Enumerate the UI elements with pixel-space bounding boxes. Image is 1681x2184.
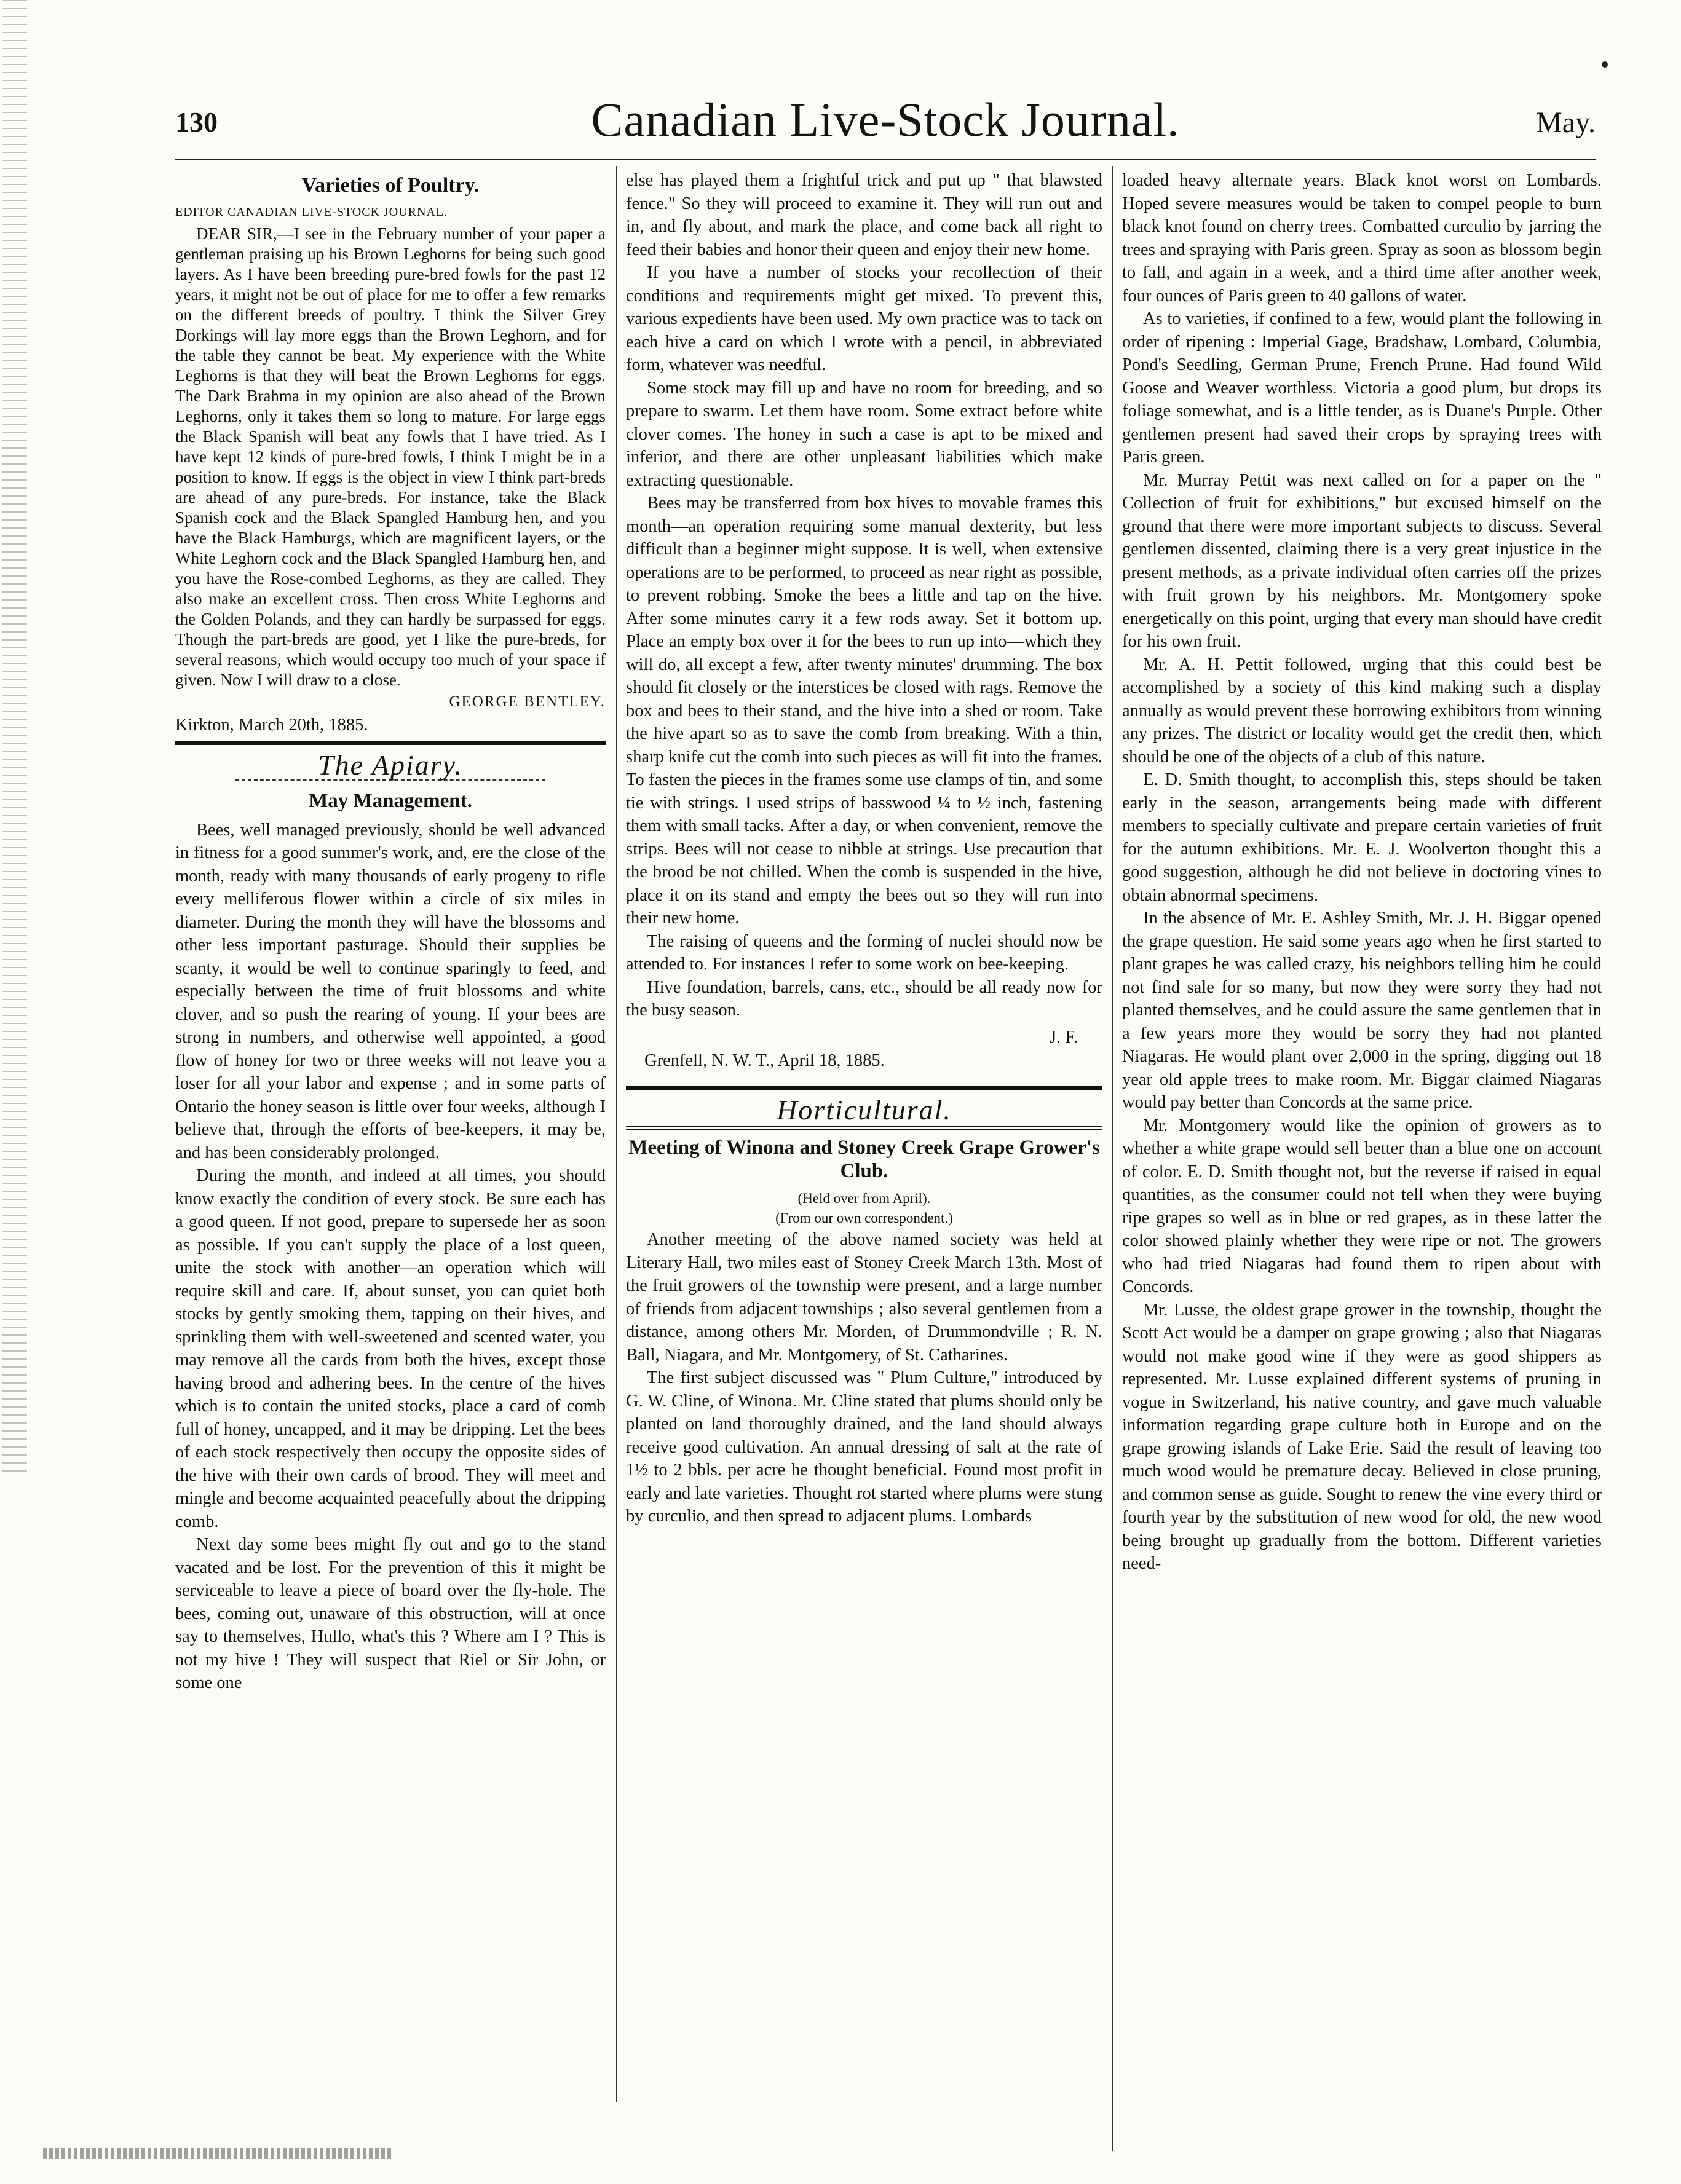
meeting-paragraph: As to varieties, if confined to a few, would plant the following in order of ripening : Imperial Gage, Bradshaw, Lombard, Columbia, Pond's Seedling, German Prune, French Prune. Had found Wild Goose and Weaver worthless. Victoria a good plum, but drops its foliage somewhat, and is a little tender, as is Duane's Purple. Other gentlemen present had saved their crops by spraying trees with Paris green. [1122, 309, 1602, 467]
scan-bottom-artifact [43, 2148, 394, 2159]
meeting-paragraph: Mr. Montgomery would like the opinion of growers as to whether a white grape would sell better than a blue one on account of color. E. D. Smith thought not, but the reverse if raised in equal quantities, as the consumer could not tell when they were buying ripe grapes so well as in blue or red grapes, as in these latter the color showed plainly whether they were ripe or not. The growers who had tried Niagaras had found them to ripen about with Concords. [1122, 1116, 1602, 1296]
poultry-letter-body: DEAR SIR,—I see in the February number of your paper a gentleman praising up his Brown Leghorns for being such good layers. As I have been breeding pure-bred fowls for the past 12 years, it might not be out of place for me to offer a few remarks on the different breeds of poultry. I think the Silver Grey Dorkings will lay more eggs than the Brown Leghorn, and for the table they cannot be beat. My experience with the White Leghorns is that they will beat the Brown Leghorns for eggs. The Dark Brahma in my opinion are also ahead of the Brown Leghorns, only it takes them so long to mature. For large eggs the Black Spanish will beat any fowls that I have tried. As I have kept 12 kinds of pure-bred fowls, I think I might be in a position to know. If eggs is the object in view I think part-breds are ahead of any pure-breds. For instance, take the Black Spanish cock and the Black Spangled Hamburg hen, and you have the Black Hamburgs, which are magnificent layers, or the White Leghorn cock and the Black Spangled Hamburg hen, and you have the Rose-combed Leghorns, as they are called. They also make an excellent cross. Then cross White Leghorns and the Golden Polands, and they can hardly be surpassed for eggs. Though the part-breds are good, yet I like the pure-breds, for several reasons, which would occupy too much of your space if given. Now I will draw to a close. [175, 224, 606, 689]
meeting-paragraph: Mr. Murray Pettit was next called on for a paper on the " Collection of fruit for exhibitions," but excused himself on the ground that there were more important subjects to discuss. Several gentlemen dissented, claiming there is a very great injustice in the present methods, as a private individual often carries off the prizes with fruit grown by his neighbors. Mr. Montgomery spoke energetically on this point, urging that every man should have credit for his own fruit. [1122, 470, 1602, 651]
article-note: (Held over from April). [797, 1191, 931, 1206]
apiary-dateline: Grenfell, N. W. T., April 18, 1885. [644, 1051, 885, 1070]
header-rule [175, 159, 1596, 160]
issue-month: May. [1536, 106, 1596, 139]
meeting-article-title: Meeting of Winona and Stoney Creek Grape Grower's Club. [628, 1137, 1100, 1182]
author-initials: J. F. [1049, 1027, 1078, 1047]
letter-place-date: Kirkton, March 20th, 1885. [175, 715, 368, 735]
scan-margin-artifact [2, 0, 27, 1475]
column-1 [175, 169, 606, 1695]
apiary-paragraph: Next day some bees might fly out and go to the stand vacated and be lost. For the prevention of this it might be serviceable to leave a piece of board over the fly-hole. The bees, coming out, unaware of this obstruction, will at once say to themselves, Hullo, what's this ? Where am I ? This is not my hive ! They will suspect that Riel or Sir John, or some one [175, 1535, 606, 1692]
meeting-paragraph: Mr. Lusse, the oldest grape grower in the township, thought the Scott Act would be a damper on grape growing ; also that Niagaras would not make good wine if they were as good shippers as represented. Mr. Lusse explained different systems of pruning in vogue in Switzerland, his native country, and gave much valuable information regarding grape culture both in Europe and on the grape growing islands of Lake Erie. Said the result of leaving too much wood would be premature decay. Believed in close pruning, and common sense as guide. Sought to renew the vine every third or fourth year by the substitution of new wood for old, the new wood being brought up gradually from the bottom. Different varieties need- [1122, 1300, 1602, 1573]
meeting-paragraph: loaded heavy alternate years. Black knot worst on Lombards. Hoped severe measures would be taken to compel people to burn black knot found on cherry trees. Combatted curculio by jarring the trees and spraying with Paris green. Spray as soon as blossom begin to fall, and again in a week, and a third time after another week, four ounces of Paris green to 40 gallons of water. [1122, 171, 1602, 306]
meeting-paragraph: The first subject discussed was " Plum Culture," introduced by G. W. Cline, of Winona. Mr. Cline stated that plums should only be planted on land thoroughly drained, and the land should always receive good cultivation. An annual dressing of salt at the rate of 1½ to 2 bbls. per acre he thought beneficial. Found most profit in early and late varieties. Thought rot started where plums were stung by curculio, and then spread to adjacent plums. Lombards [626, 1368, 1102, 1526]
column-divider-1 [616, 166, 617, 2102]
section-divider [626, 1126, 1102, 1130]
apiary-paragraph: Hive foundation, barrels, cans, etc., should be all ready now for the busy season. [626, 977, 1102, 1020]
horticultural-section-title: Horticultural. [777, 1094, 952, 1126]
page-number: 130 [175, 106, 218, 138]
meeting-paragraph: In the absence of Mr. E. Ashley Smith, Mr. J. H. Biggar opened the grape question. He said some years ago when he first started to plant grapes he was called crazy, his neighbors telling him he could not find sale for so many, but now they were sorry they had not planted themselves, and he could assure the same gentlemen that in a few years more they would be sorry they had not planted Niagaras. He would plant over 2,000 in the spring, digging out 18 year old apple trees to make room. Mr. Biggar claimed Niagaras would pay better than Concords at the same price. [1122, 909, 1602, 1112]
meeting-paragraph: E. D. Smith thought, to accomplish this, steps should be taken early in the season, arrangements being made with different members to specially cultivate and prepare certain varieties of fruit for the autumn exhibitions. Mr. E. J. Woolverton thought this a good suggestion, although he did not believe in doctoring vines to obtain abnormal specimens. [1122, 770, 1602, 905]
column-divider-2 [1112, 166, 1113, 2151]
apiary-signoff [626, 1026, 1102, 1081]
column-2 [626, 169, 1102, 1528]
column-3 [1122, 169, 1602, 1575]
apiary-paragraph: If you have a number of stocks your recollection of their conditions and requirements might get mixed. To prevent this, various expedients have been used. My own practice was to tack on each hive a card on which I wrote with a pencil, in abbreviated form, whatever was needful. [626, 263, 1102, 374]
section-divider [175, 741, 606, 747]
correspondent-note: (From our own correspondent.) [775, 1210, 953, 1226]
apiary-article-title: May Management. [309, 789, 472, 812]
meeting-paragraph: Mr. A. H. Pettit followed, urging that this could best be accomplished by a society of this kind making such a display annually as would prevent these borrowing exhibitors from winning any prizes. The district or locality would get the credit then, which should be one of the objects of a club of this nature. [1122, 655, 1602, 767]
apiary-paragraph: The raising of queens and the forming of nuclei should now be attended to. For instances I refer to some work on bee-keeping. [626, 931, 1102, 974]
poultry-article-title: Varieties of Poultry. [301, 174, 480, 197]
scan-dot [1602, 61, 1608, 68]
section-divider [626, 1086, 1102, 1092]
meeting-paragraph: Another meeting of the above named society was held at Literary Hall, two miles east of Stoney Creek March 13th. Most of the fruit growers of the township were present, and a large number of friends from adjacent townships ; also several gentlemen from a distance, among others Mr. Morden, of Drummondville ; R. N. Ball, Niagara, and Mr. Montgomery, of St. Catharines. [626, 1230, 1102, 1365]
page-header [175, 92, 1596, 160]
journal-title: Canadian Live-Stock Journal. [591, 93, 1180, 146]
apiary-paragraph: Some stock may fill up and have no room for breeding, and so prepare to swarm. Let them have room. Some extract before white clover comes. The honey in such a case is apt to be mixed and inferior, and there are other unpleasant liabilities which make extracting questionable. [626, 378, 1102, 490]
apiary-paragraph: else has played them a frightful trick and put up " that blawsted fence." So they will proceed to examine it. They will run out and in, and fly about, and mark the place, and come back all right to feed their babies and honor their queen and enjoy their new home. [626, 171, 1102, 259]
letter-signature: GEORGE BENTLEY. [449, 693, 606, 710]
apiary-paragraph: Bees may be transferred from box hives to movable frames this month—an operation requiring some manual dexterity, but less difficult than a beginner might suppose. It is well, when extensive operations are to be performed, to proceed as near right as possible, to prevent robbing. Smoke the bees a little and tap on the hive. After some minutes carry it a few rods away. Set it bottom up. Place an empty box over it for the bees to run up into—which they will do, all except a few, after twenty minutes' drumming. The box should fit closely or the interstices be closed with rags. Remove the box and bees to their stand, and the hive into a shed or room. Take the hive apart so as to save the comb from breaking. With a thin, sharp knife cut the comb into such pieces as will fit into the frames. To fasten the pieces in the frames some use clamps of tin, and some tie with strings. I used strips of basswood ¼ to ½ inch, fastening them with small tacks. After a day, or when convenient, remove the strips. Bees will not cease to nibble at strings. Use precaution that the brood be not chilled. When the comb is suspended in the hive, place it on its stand and empty the bees out so they will run into their new home. [626, 494, 1102, 928]
apiary-section-title: The Apiary. [318, 749, 463, 781]
apiary-paragraph: Bees, well managed previously, should be well advanced in fitness for a good summer's work, and, ere the close of the month, ready with many thousands of early progeny to rifle every melliferous flower within a circle of six miles in diameter. During the month they will have the blossoms and other less important pasturage. Should their supplies be scanty, it would be well to continue sparingly to feed, and especially between the time of fruit blossoms and white clover, and so push the rearing of young. If your bees are strong in numbers, and otherwise well appointed, a good flow of honey for two or three weeks will not leave you a loser for all your labor and expense ; and in some parts of Ontario the honey season is little over four weeks, although I believe that, through the efforts of bee-keepers, it may be, and has been considerably prolonged. [175, 820, 606, 1162]
editor-address: EDITOR CANADIAN LIVE-STOCK JOURNAL. [175, 205, 448, 219]
apiary-paragraph: During the month, and indeed at all times, you should know exactly the condition of every stock. Be sure each has a good queen. If not good, prepare to supersede her as soon as possible. If you can't supply the place of a lost queen, unite the stock with another—an operation which will require skill and care. If, about sunset, you can quiet both stocks by gently smoking them, tapping on their hives, and sprinkling them with well-sweetened and scented water, you may remove all the cards from both the hives, except those having brood and adhering bees. In the centre of the hives which is to contain the united stocks, place a card of comb full of honey, uncapped, and it may be dripping. Let the bees of each stock respectively then occupy the opposite sides of the hive with their own cards of brood. They will meet and mingle and become acquainted peacefully about the dripping comb. [175, 1166, 606, 1531]
